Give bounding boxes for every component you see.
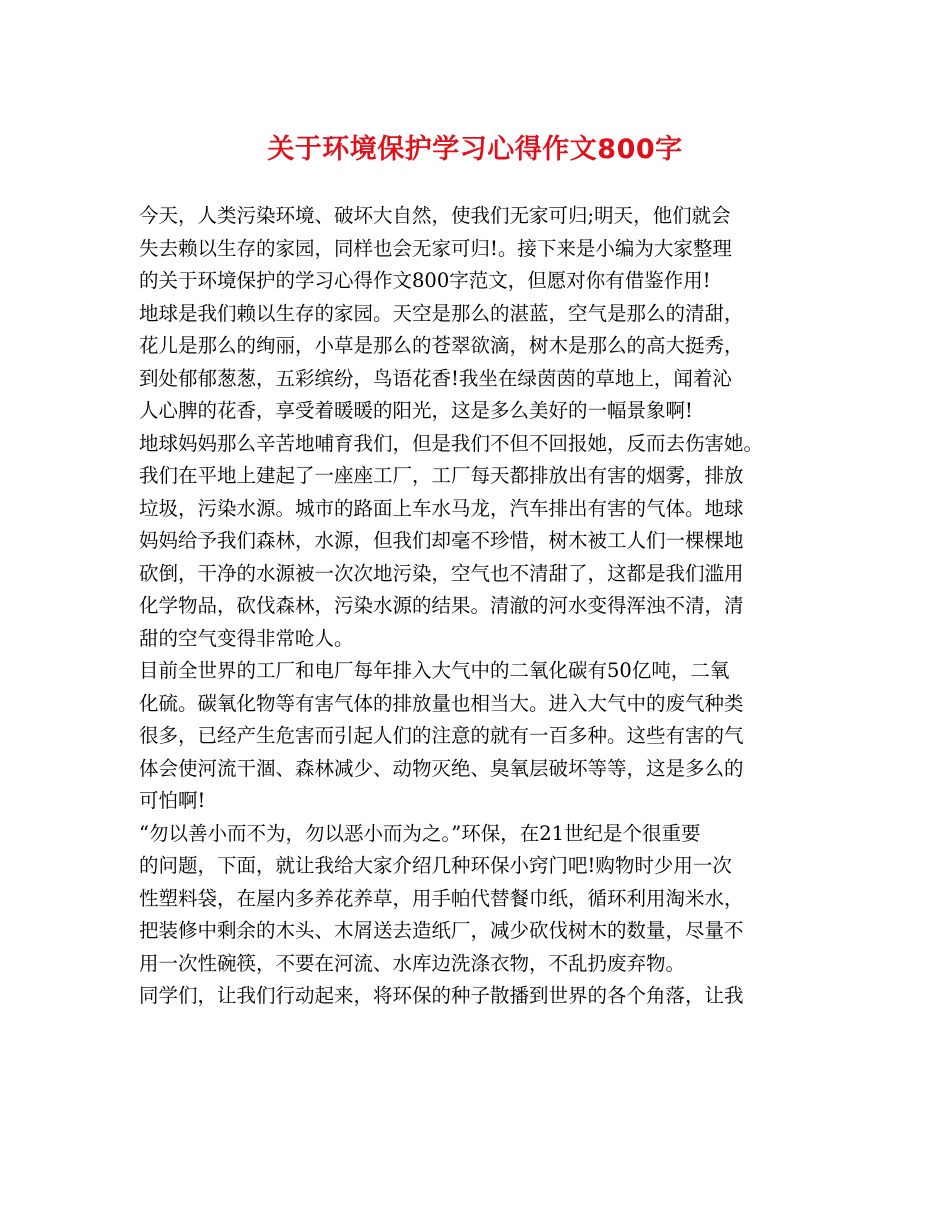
- document-title: 关于环境保护学习心得作文800字: [267, 134, 683, 165]
- text-line: 垃圾，污染水源。城市的路面上车水马龙，汽车排出有害的气体。地球: [139, 496, 744, 520]
- text-line: 把装修中剩余的木头、木屑送去造纸厂，减少砍伐树木的数量，尽量不: [139, 919, 744, 942]
- text-line: 的问题，下面，就让我给大家介绍几种环保小窍门吧!购物时少用一次: [139, 854, 732, 877]
- text-line: 可怕啊!: [139, 789, 206, 812]
- text-line: 地球是我们赖以生存的家园。天空是那么的湛蓝，空气是那么的清甜，: [139, 301, 744, 325]
- text-line: 今天，人类污染环境、破坏大自然，使我们无家可归;明天，他们就会: [139, 204, 731, 227]
- text-line: 同学们，让我们行动起来，将环保的种子散播到世界的各个角落，让我: [139, 984, 744, 1007]
- document-body: [139, 200, 819, 1013]
- text-line: 到处郁郁葱葱，五彩缤纷，鸟语花香!我坐在绿茵茵的草地上，闻着沁: [139, 366, 732, 390]
- text-line: “勿以善小而不为，勿以恶小而为之。”环保，在21世纪是个很重要: [139, 821, 701, 845]
- text-line: 失去赖以生存的家园，同样也会无家可归!。接下来是小编为大家整理: [139, 236, 732, 260]
- text-line: 化硫。碳氧化物等有害气体的排放量也相当大。进入大气中的废气种类: [139, 691, 744, 715]
- text-line: 人心脾的花香，享受着暖暖的阳光，这是多么美好的一幅景象啊!: [139, 399, 693, 422]
- text-line: 砍倒，干净的水源被一次次地污染，空气也不清甜了，这都是我们滥用: [139, 561, 744, 585]
- text-line: 性塑料袋，在屋内多养花养草，用手帕代替餐巾纸，循环利用淘米水，: [139, 886, 744, 910]
- text-line: 体会使河流干涸、森林减少、动物灭绝、臭氧层破坏等等，这是多么的: [139, 756, 744, 780]
- text-line: 甜的空气变得非常呛人。: [139, 626, 354, 650]
- text-line: 地球妈妈那么辛苦地哺育我们，但是我们不但不回报她，反而去伤害她。: [139, 431, 764, 455]
- text-line: 的关于环境保护的学习心得作文800字范文，但愿对你有借鉴作用!: [139, 269, 711, 292]
- text-line: 化学物品，砍伐森林，污染水源的结果。清澈的河水变得浑浊不清，清: [139, 594, 744, 617]
- text-line: 目前全世界的工厂和电厂每年排入大气中的二氧化碳有50亿吨，二氧: [139, 659, 730, 682]
- text-line: 我们在平地上建起了一座座工厂，工厂每天都排放出有害的烟雾，排放: [139, 464, 744, 487]
- text-line: 妈妈给予我们森林，水源，但我们却毫不珍惜，树木被工人们一棵棵地: [139, 529, 744, 552]
- text-line: 用一次性碗筷，不要在河流、水库边洗涤衣物，不乱扔废弃物。: [139, 951, 686, 975]
- text-line: 很多，已经产生危害而引起人们的注意的就有一百多种。这些有害的气: [139, 724, 744, 747]
- text-line: 花儿是那么的绚丽，小草是那么的苍翠欲滴，树木是那么的高大挺秀，: [139, 334, 744, 357]
